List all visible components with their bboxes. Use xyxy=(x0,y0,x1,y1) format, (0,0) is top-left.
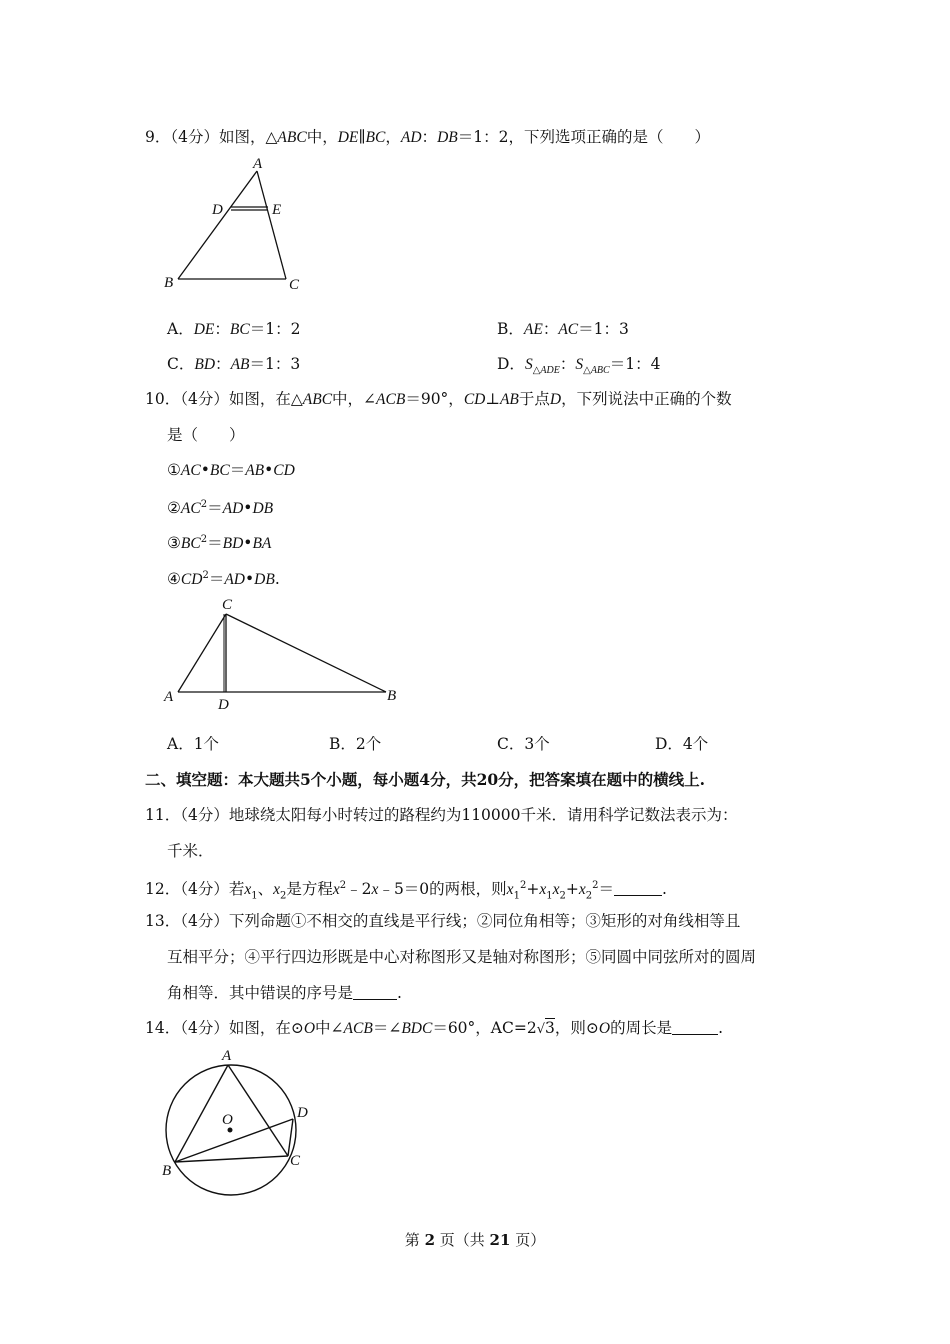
q9-label-a: A xyxy=(253,156,263,172)
q11-line2: 千米． xyxy=(167,842,214,860)
q9-option-c: C．BD：AB＝1：3 xyxy=(167,355,301,373)
q13-line2: 互相平分；④平行四边形既是中心对称图形又是轴对称图形；⑤同圆中同弦所对的圆周 xyxy=(167,948,757,966)
q14-label-c: C xyxy=(290,1153,301,1169)
q13-line3: 角相等．其中错误的序号是 . xyxy=(167,984,402,1002)
q10-stem-line2: 是（ ） xyxy=(167,426,245,444)
q9-label-b: B xyxy=(164,275,174,291)
q9-option-d: D．$S_{\triangle ADE}$：$S_{\triangle ABC}=1$：4 xyxy=(497,355,661,377)
q9-stem: 9．（4分）如图，△ABC中，DE∥BC，AD：DB＝1：2，下列选项正确的是（ ） xyxy=(145,128,710,146)
q9-option-b: B．AE：AC＝1：3 xyxy=(497,320,629,338)
q14-circle-figure xyxy=(158,1045,328,1200)
q10-option-d: D．4个 xyxy=(655,735,709,753)
q10-statement-2: $②AC^2=AD•DB$ xyxy=(167,499,274,518)
q10-statement-4: $④CD^2=AD•DB$. xyxy=(167,570,280,589)
q10-stem-line1: 10．（4分）如图，在△ABC中，∠ACB＝90°，CD⊥AB于点D，下列说法中正确的个数 xyxy=(145,390,732,408)
q10-option-a: A．1个 xyxy=(167,735,220,753)
q14-label-o: O xyxy=(222,1112,233,1128)
section2-heading: 二、填空题：本大题共5个小题，每小题4分，共20分，把答案填在题中的横线上. xyxy=(145,770,706,789)
q10-label-d: D xyxy=(218,697,229,713)
q9-triangle-figure xyxy=(158,155,318,300)
q13-answer-blank[interactable] xyxy=(353,984,397,1000)
q10-label-a: A xyxy=(164,689,174,705)
q12-answer-blank[interactable] xyxy=(614,880,662,896)
q9-label-e: E xyxy=(272,202,282,218)
q14-answer-blank[interactable] xyxy=(672,1019,718,1035)
q10-right-triangle-figure xyxy=(158,592,408,717)
q9-label-c: C xyxy=(289,277,300,293)
q10-option-c: C．3个 xyxy=(497,735,550,753)
q10-label-c: C xyxy=(222,597,233,613)
q14-label-d: D xyxy=(297,1105,308,1121)
q13-line1: 13．（4分）下列命题①不相交的直线是平行线；②同位角相等；③矩形的对角线相等且 xyxy=(145,912,741,930)
q14-label-b: B xyxy=(162,1163,172,1179)
q10-statement-3: $③BC^2=BD•BA$ xyxy=(167,534,272,553)
q9-option-a: A．DE：BC＝1：2 xyxy=(167,320,301,338)
q12-text: 12．（4分）若$x_1$、$x_2$是方程$x^2﹣2x﹣5=0$的两根，则$x_1^2+x_1x_2+x_2^2=$ . xyxy=(145,880,667,902)
q9-label-d: D xyxy=(212,202,223,218)
page-footer: 第 2 页（共 21 页） xyxy=(404,1231,546,1249)
q11-line1: 11．（4分）地球绕太阳每小时转过的路程约为110000千米．请用科学记数法表示为： xyxy=(145,806,738,824)
q14-text: 14．（4分）如图，在⊙O中∠ACB＝∠BDC＝60°，AC=2√3，则⊙O的周长是 . xyxy=(145,1019,724,1037)
q10-statement-1: ①AC•BC＝AB•CD xyxy=(167,461,295,479)
q10-option-b: B．2个 xyxy=(329,735,382,753)
q13-line3-text: 角相等．其中错误的序号是 xyxy=(167,984,354,1002)
q10-label-b: B xyxy=(387,688,397,704)
q14-label-a: A xyxy=(222,1048,232,1064)
